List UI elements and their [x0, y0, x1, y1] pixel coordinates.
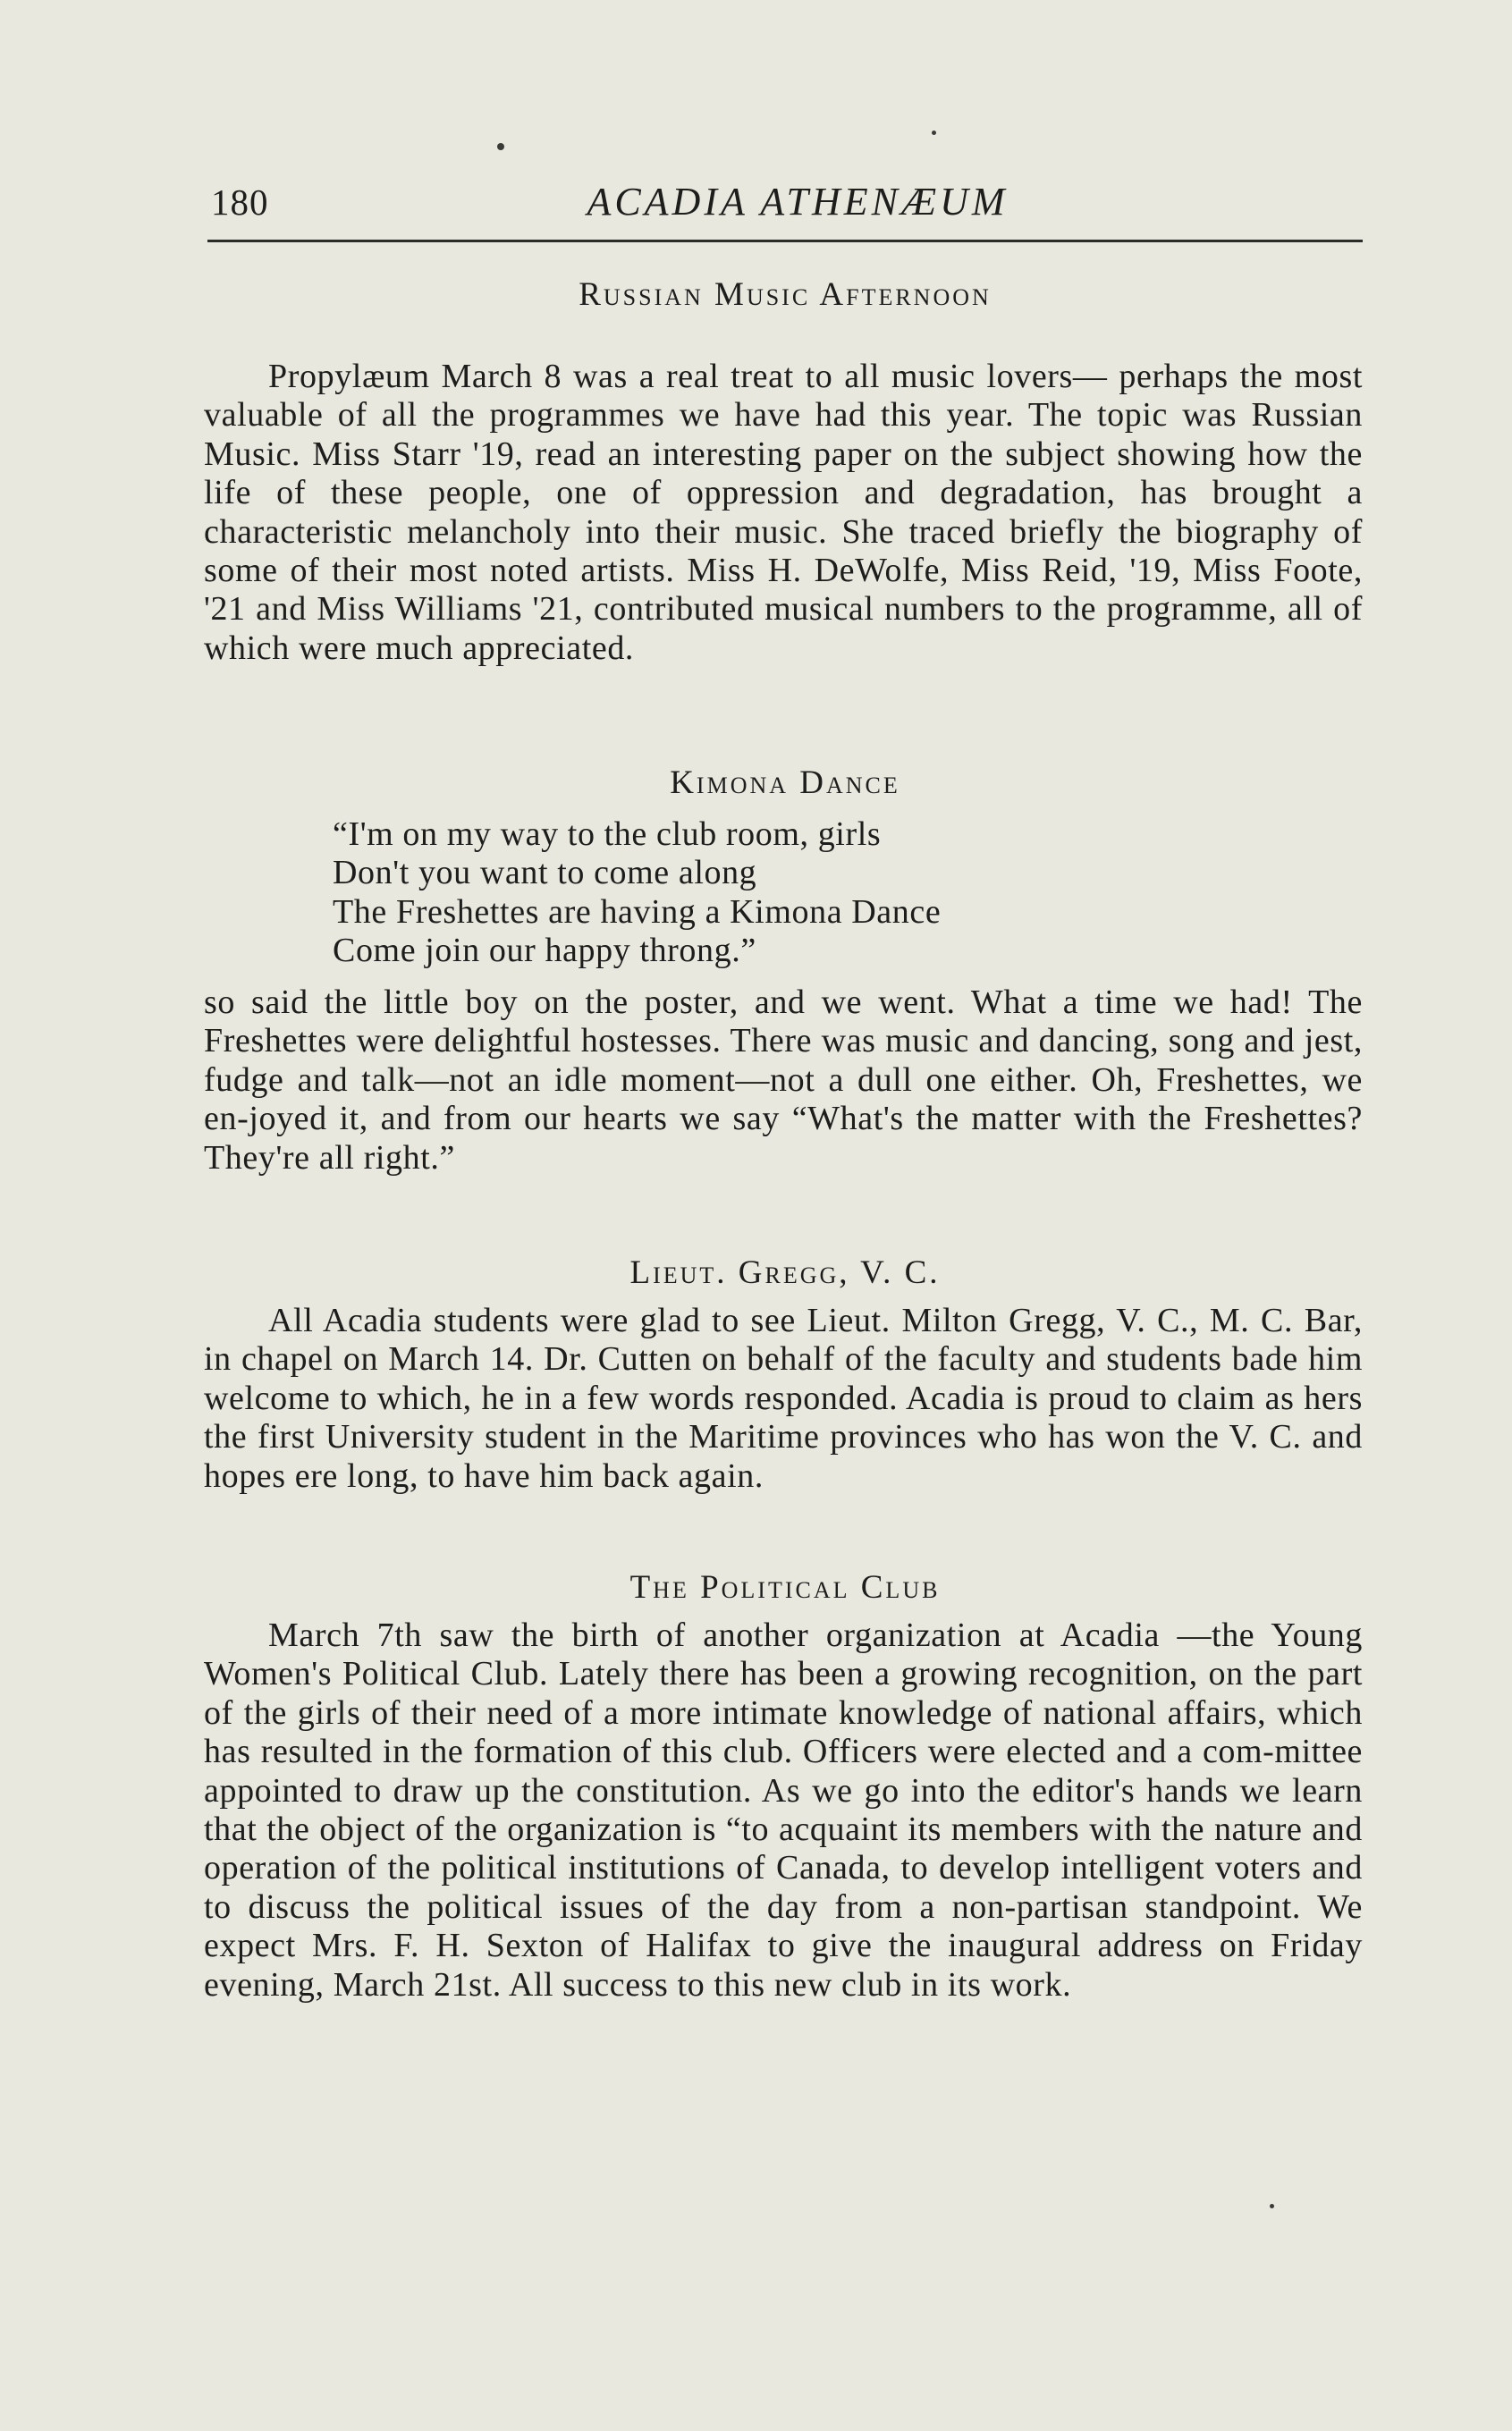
ink-speck [1270, 2204, 1274, 2208]
journal-title: ACADIA ATHENÆUM [587, 180, 1009, 224]
article-paragraph: March 7th saw the birth of another organization at Acadia —the Young Women's Political Club. Lately there has been a growing recognition, on the part of the girls of their need of a more intimate knowledge of national affairs, which has resulted in the formation of this club. Officers were elected and a com-mittee appointed to draw up the constitution. As we go into the editor's hands we learn that the object of the organization is “to acquaint its members with the nature and operation of the political institutions of Canada, to develop intelligent voters and to discuss the political issues of the day from a non-partisan standpoint. We expect Mrs. F. H. Sexton of Halifax to give the inaugural address on Friday evening, March 21st. All success to this new club in its work. [204, 1616, 1363, 2004]
section-heading: The Political Club [629, 1569, 941, 1606]
page-header [207, 179, 1363, 236]
page-number: 180 [211, 181, 269, 223]
verse-line: “I'm on my way to the club room, girls [333, 815, 882, 853]
ink-speck [497, 143, 504, 150]
header-rule [207, 240, 1363, 242]
verse-line: Don't you want to come along [333, 854, 757, 892]
section-heading: Kimona Dance [670, 764, 900, 801]
article-paragraph: All Acadia students were glad to see Lieut. Milton Gregg, V. C., M. C. Bar, in chapel on March 14. Dr. Cutten on behalf of the faculty and students bade him welcome to which, he in a few words responded. Acadia is proud to claim as hers the first University student in the Maritime provinces who has won the V. C. and hopes ere long, to have him back again. [204, 1302, 1363, 1495]
article-paragraph: Propylæum March 8 was a real treat to all music lovers— perhaps the most valuable of all the programmes we have had this year. The topic was Russian Music. Miss Starr '19, read an interesting paper on the subject showing how the life of these people, one of oppression and degradation, has brought a characteristic melancholy into their music. She traced briefly the biography of some of their most noted artists. Miss H. DeWolfe, Miss Reid, '19, Miss Foote, '21 and Miss Williams '21, contributed musical numbers to the programme, all of which were much appreciated. [204, 358, 1363, 667]
verse-line: Come join our happy throng.” [333, 931, 756, 969]
verse-line: The Freshettes are having a Kimona Dance [333, 892, 942, 931]
section-heading: Russian Music Afternoon [579, 276, 992, 313]
poster-verse [333, 815, 1137, 970]
ink-speck [932, 131, 936, 135]
article-paragraph: so said the little boy on the poster, and we went. What a time we had! The Freshettes were delightful hostesses. There was music and dancing, song and jest, fudge and talk—not an idle moment—not a dull one either. Oh, Freshettes, we en-joyed it, and from our hearts we say “What's the matter with the Freshettes? They're all right.” [204, 983, 1363, 1177]
section-heading: Lieut. Gregg, V. C. [629, 1254, 941, 1291]
